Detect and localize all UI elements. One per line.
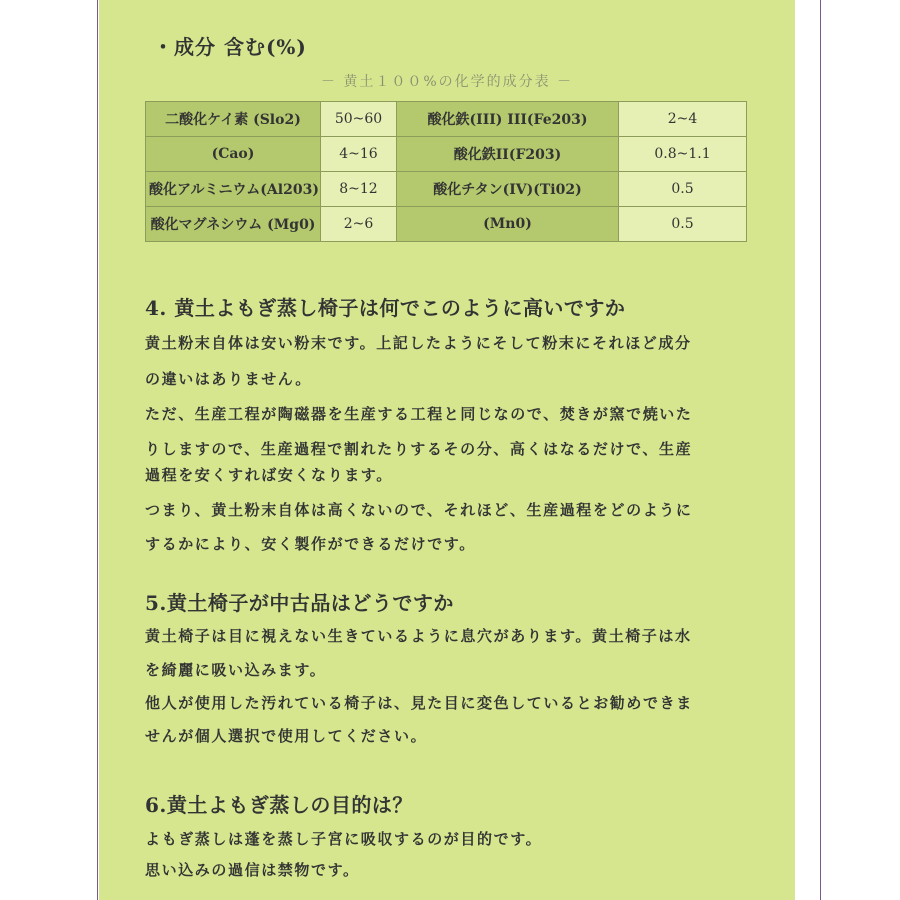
component-value: 0.5: [619, 207, 747, 242]
q6-line: 思い込みの過信は禁物です。: [145, 861, 360, 879]
component-value: 0.5: [619, 172, 747, 207]
q5-line: 他人が使用した汚れている椅子は、見た目に変色しているとお勧めできま: [145, 694, 693, 712]
q4-line: 過程を安くすれば安くなります。: [145, 466, 393, 484]
component-value: 50~60: [321, 102, 397, 137]
right-border-line: [820, 0, 821, 900]
q4-line: ただ、生産工程が陶磁器を生産する工程と同じなので、焚きが窯で焼いた: [145, 405, 693, 423]
q6-heading: 6.黄土よもぎ蒸しの目的は？: [145, 793, 413, 817]
q4-line: の違いはありません。: [145, 370, 312, 388]
component-name: (Cao): [146, 137, 321, 172]
q4-line: するかにより、安く製作ができるだけです。: [145, 535, 476, 553]
component-name: 酸化チタン(IV)(Ti02): [397, 172, 619, 207]
q4-line: つまり、黄土粉末自体は高くないので、それほど、生産過程をどのように: [145, 501, 693, 519]
q5-heading: 5.黄土椅子が中古品はどうですか: [145, 591, 454, 615]
component-value: 8~12: [321, 172, 397, 207]
table-caption: － 黄土１００%の化学的成分表 －: [320, 74, 574, 90]
component-name: 酸化マグネシウム (Mg0): [146, 207, 321, 242]
component-value: 0.8~1.1: [619, 137, 747, 172]
component-name: 酸化鉄(III) III(Fe203): [397, 102, 619, 137]
component-value: 2~6: [321, 207, 397, 242]
table-row: [146, 102, 747, 137]
component-name: 酸化鉄II(F203): [397, 137, 619, 172]
q4-line: りしますので、生産過程で割れたりするその分、高くはなるだけで、生産: [145, 440, 693, 458]
component-name: 酸化アルミニウム(Al203): [146, 172, 321, 207]
q5-line: せんが個人選択で使用してください。: [145, 727, 428, 745]
table-row: [146, 207, 747, 242]
component-value: 4~16: [321, 137, 397, 172]
section-title: ・成分 含む(%): [153, 35, 307, 59]
composition-table: [145, 101, 747, 242]
q6-line: よもぎ蒸しは蓬を蒸し子宮に吸収するのが目的です。: [145, 830, 543, 848]
q4-line: 黄土粉末自体は安い粉末です。上記したようにそして粉末にそれほど成分: [145, 334, 692, 352]
content-panel: [99, 0, 795, 900]
left-border-line: [97, 0, 98, 900]
component-name: 二酸化ケイ素 (Slo2): [146, 102, 321, 137]
table-row: [146, 137, 747, 172]
component-name: (Mn0): [397, 207, 619, 242]
table-row: [146, 172, 747, 207]
q5-line: 黄土椅子は目に視えない生きているように息穴があります。黄土椅子は水: [145, 627, 692, 645]
component-value: 2~4: [619, 102, 747, 137]
q4-heading: 4. 黄土よもぎ蒸し椅子は何でこのように高いですか: [145, 296, 626, 320]
q5-line: を綺麗に吸い込みます。: [145, 661, 327, 679]
